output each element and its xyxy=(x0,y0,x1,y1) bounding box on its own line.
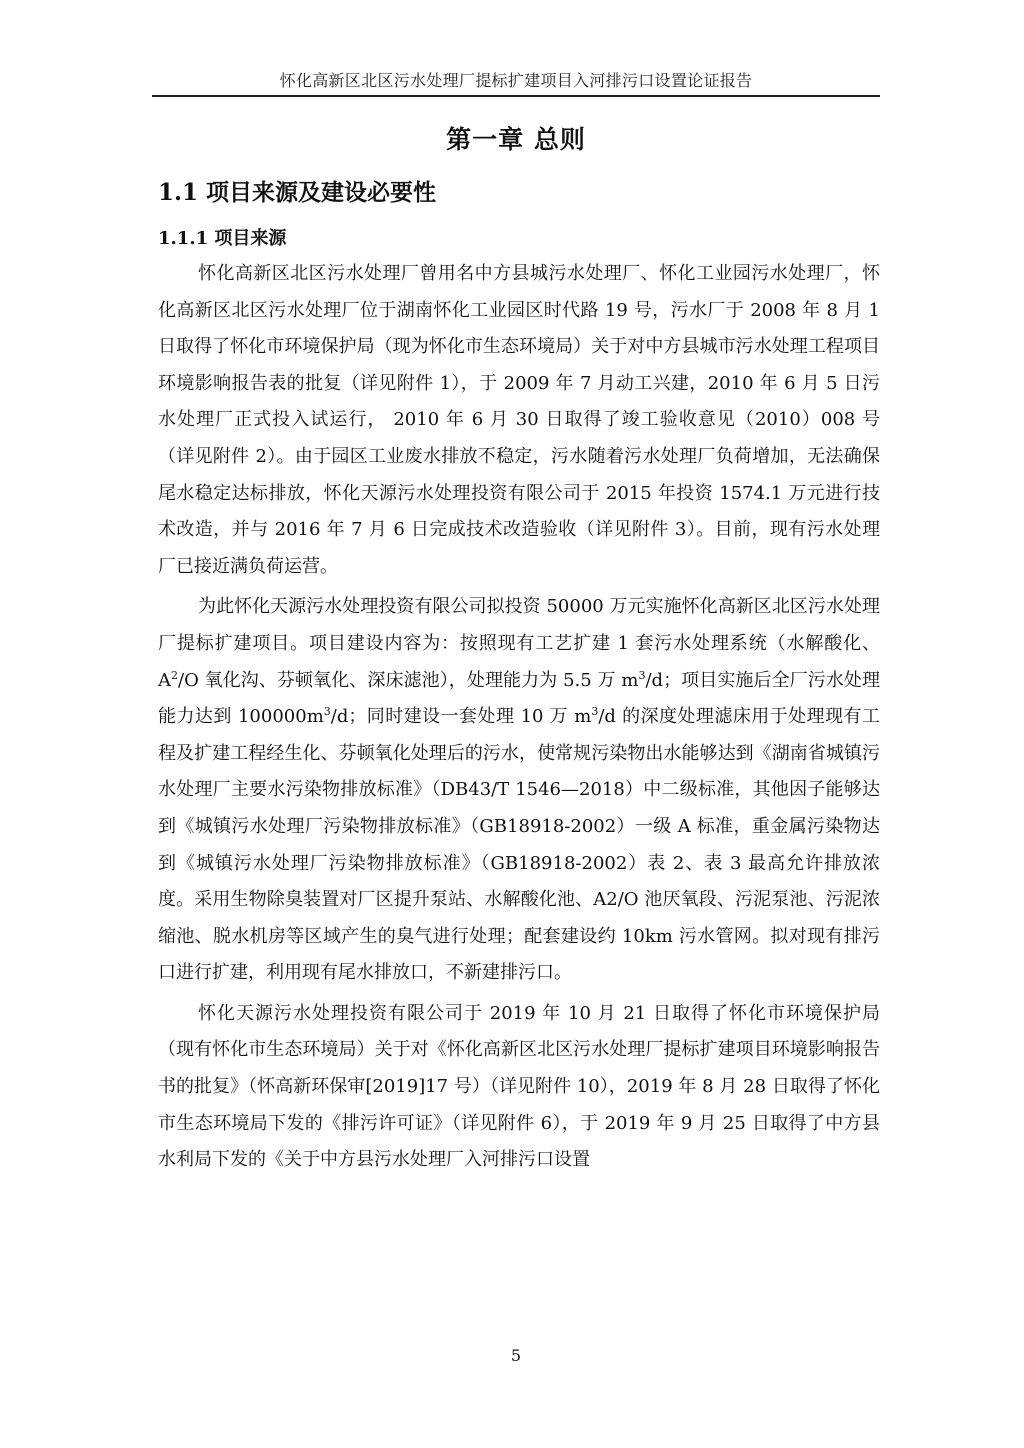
paragraph-2 xyxy=(158,589,880,992)
running-header: 怀化高新区北区污水处理厂提标扩建项目入河排污口设置论证报告 xyxy=(279,71,753,90)
paragraph-2-part-2: /O 氧化沟、芬顿氧化、深床滤池），处理能力为 5.5 万 m xyxy=(178,669,639,691)
superscript-3: 3 xyxy=(591,705,599,719)
superscript-3: 3 xyxy=(323,705,331,719)
section-title: 1.1 项目来源及建设必要性 xyxy=(158,179,437,206)
superscript-3: 3 xyxy=(638,668,646,682)
superscript-2: 2 xyxy=(171,668,178,682)
page-number: 5 xyxy=(510,1346,522,1365)
chapter-title: 第一章 总则 xyxy=(446,125,586,154)
body-text xyxy=(158,256,880,1183)
paragraph-2-part-1: 为此怀化天源污水处理投资有限公司拟投资 50000 万元实施怀化高新区北区污水处理厂提标扩建项目。项目建设内容为：按照现有工艺扩建 1 套污水处理系统（水解酸化、A xyxy=(158,596,880,691)
paragraph-1: 怀化高新区北区污水处理厂曾用名中方县城污水处理厂、怀化工业园污水处理厂，怀化高新区北区污水处理厂位于湖南怀化工业园区时代路 19 号，污水厂于 2008 年 8 月 1 日取得了怀化市环境保护局（现为怀化市生态环境局）关于对中方县城市污水处理工程项目环境影响报告表的批复（详见附件 1），于 2009 年 7 月动工兴建，2010 年 6 月 5 日污水处理厂正式投入试运行， 2010 年 6 月 30 日取得了竣工验收意见（2010）008 号（详见附件 2）。由于园区工业废水排放不稳定，污水随着污水处理厂负荷增加，无法确保尾水稳定达标排放，怀化天源污水处理投资有限公司于 2015 年投资 1574.1 万元进行技术改造，并与 2016 年 7 月 6 日完成技术改造验收（详见附件 3）。目前，现有污水处理厂已接近满负荷运营。 xyxy=(158,263,880,577)
paragraph-3: 怀化天源污水处理投资有限公司于 2019 年 10 月 21 日取得了怀化市环境保护局（现有怀化市生态环境局）关于对《怀化高新区北区污水处理厂提标扩建项目环境影响报告书的批复》（怀高新环保审[2019]17 号）（详见附件 10），2019 年 8 月 28 日取得了怀化市生态环境局下发的《排污许可证》（详见附件 6），于 2019 年 9 月 25 日取得了中方县水利局下发的《关于中方县污水处理厂入河排污口设置 xyxy=(158,1002,880,1171)
paragraph-2-part-3: /d；项目实施后全厂污水处理能力达到 100000m xyxy=(158,669,880,728)
paragraph-2-part-4: /d；同时建设一套处理 10 万 m xyxy=(330,706,592,728)
paragraph-2-part-5: /d 的深度处理滤床用于处理现有工程及扩建工程经生化、芬顿氧化处理后的污水，使常规污染物出水能够达到《湖南省城镇污水处理厂主要水污染物排放标准》（DB43/T 1546—2018）中二级标准，其他因子能够达到《城镇污水处理厂污染物排放标准》（GB18918-2002）一级 A 标准，重金属污染物达到《城镇污水处理厂污染物排放标准》（GB18918-2002）表 2、表 3 最高允许排放浓度。采用生物除臭装置对厂区提升泵站、水解酸化池、A2/O 池厌氧段、污泥泵池、污泥浓缩池、脱水机房等区域产生的臭气进行处理；配套建设约 10km 污水管网。拟对现有排污口进行扩建，利用现有尾水排放口，不新建排污口。 xyxy=(158,706,880,984)
subsection-title: 1.1.1 项目来源 xyxy=(158,228,287,249)
header-rule xyxy=(152,95,880,97)
